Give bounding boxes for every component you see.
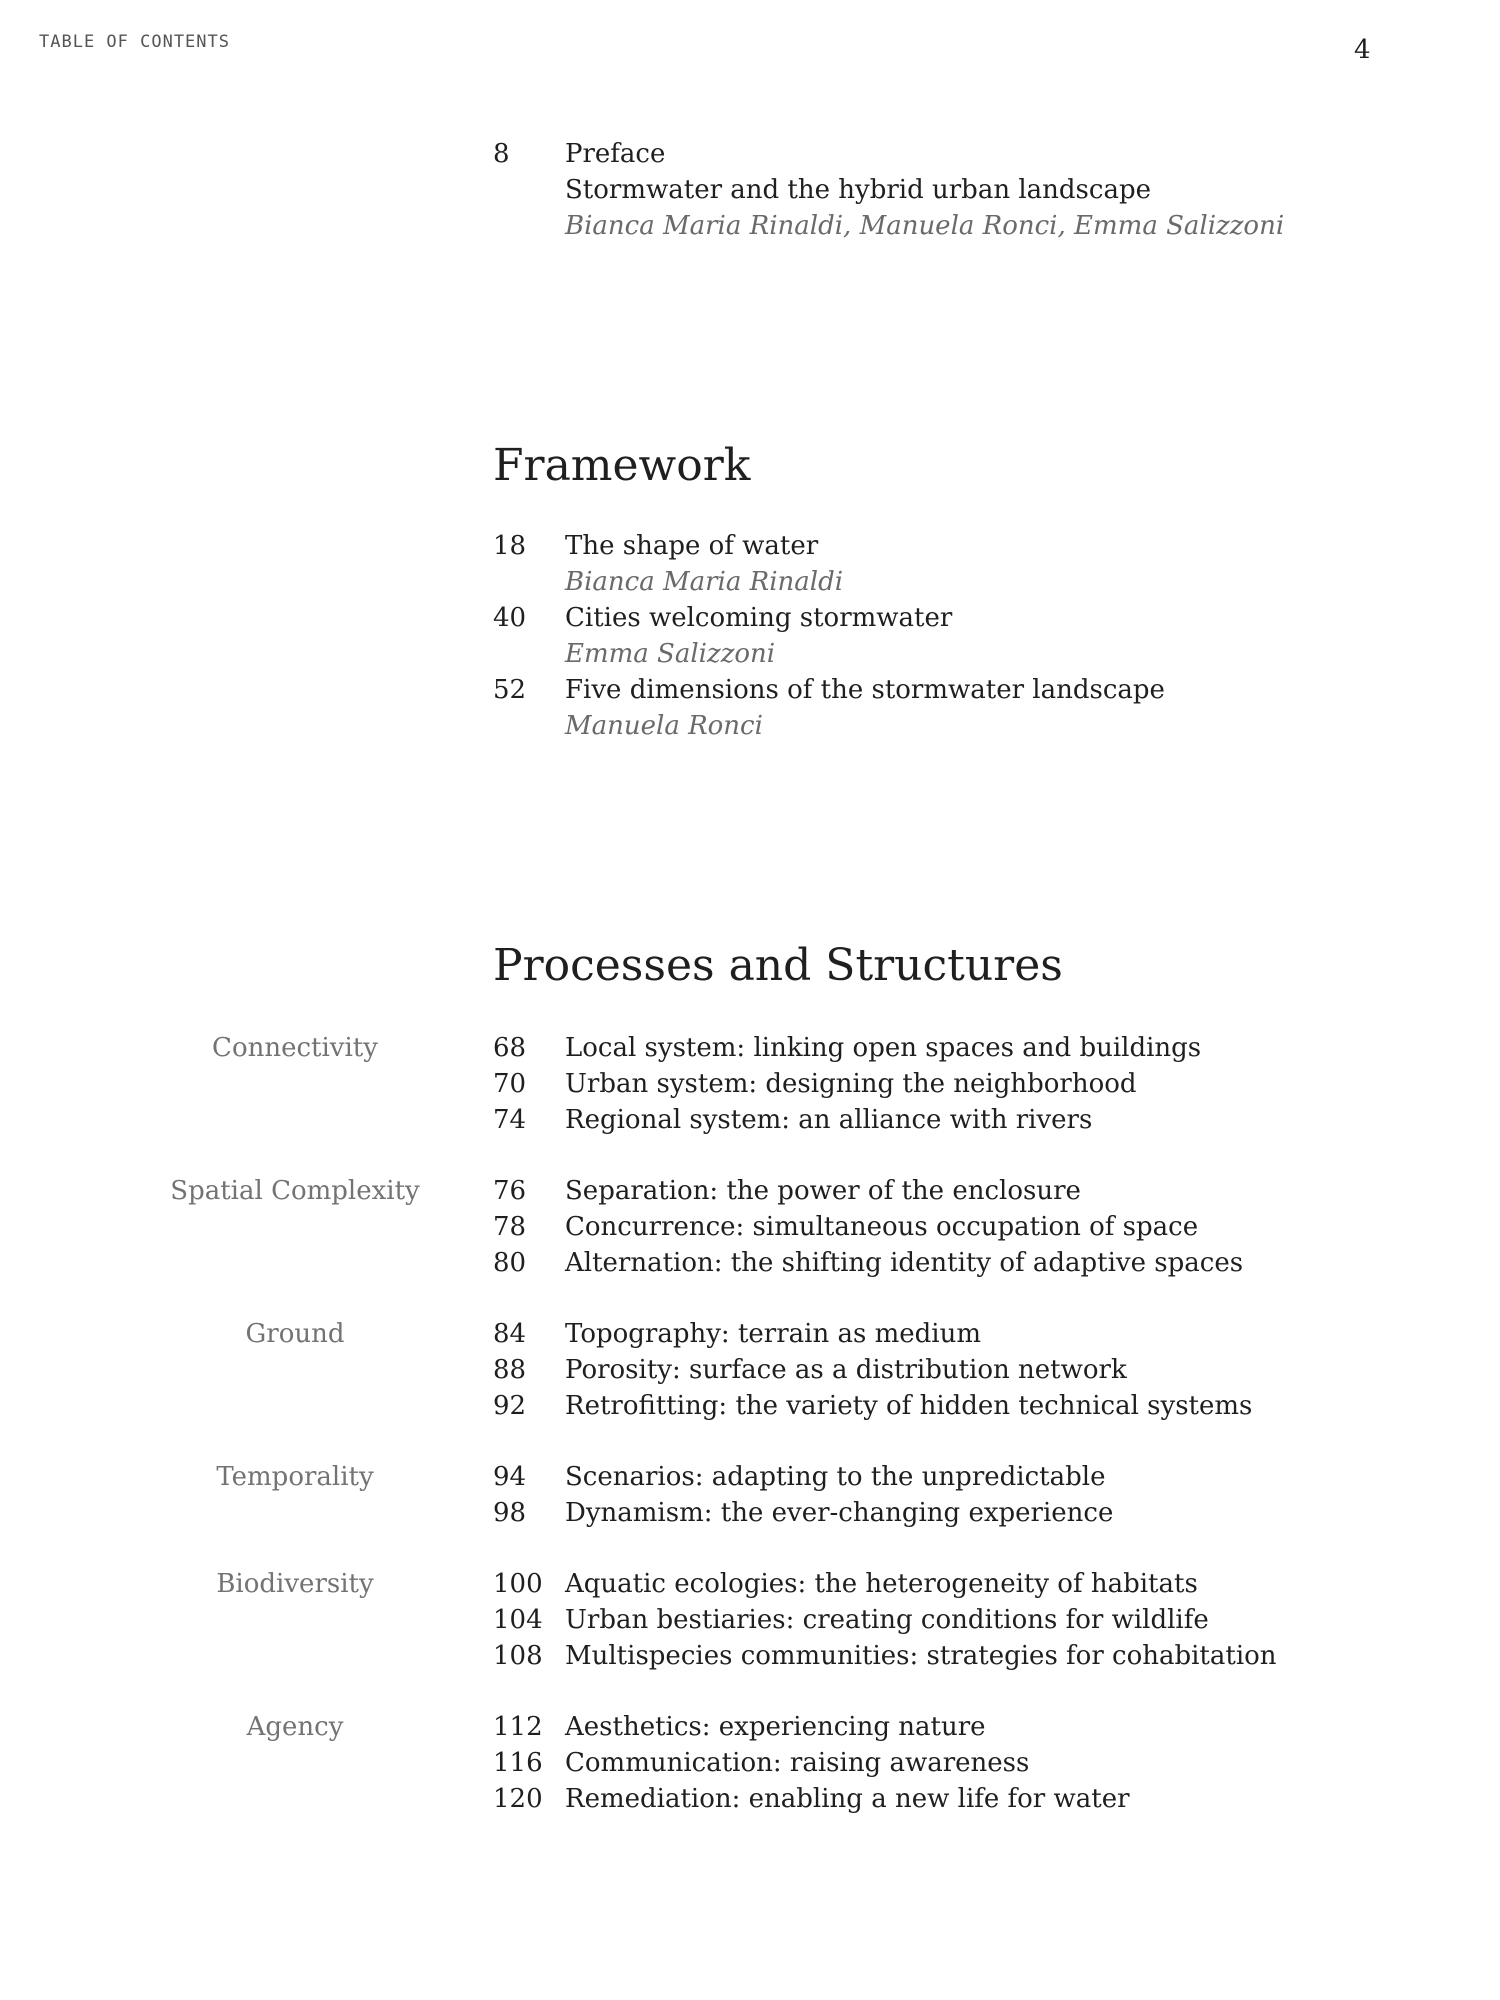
toc-entry-title: Communication: raising awareness [565,1748,1030,1778]
toc-entry-title: Scenarios: adapting to the unpredictable [565,1462,1106,1492]
toc-entry-title: Preface [565,139,666,169]
group-label: Ground [245,1319,345,1349]
toc-entry-title: Dynamism: the ever-changing experience [565,1498,1114,1528]
toc-page-number: 116 [493,1748,543,1778]
page-number: 4 [1354,35,1371,65]
group-label: Biodiversity [216,1569,374,1599]
toc-entry[interactable] [493,1173,1333,1209]
toc-entry[interactable] [493,600,1313,672]
toc-page-number: 8 [493,139,510,169]
toc-page-number: 98 [493,1498,527,1528]
toc-entry-title: Aquatic ecologies: the heterogeneity of habitats [565,1569,1198,1599]
toc-entry-preface[interactable] [493,136,1313,244]
group-label: Temporality [216,1462,374,1492]
toc-entry[interactable] [493,1495,1333,1531]
toc-page-number: 80 [493,1248,527,1278]
toc-entry[interactable] [493,1030,1333,1066]
toc-entry-title: Urban bestiaries: creating conditions for wildlife [565,1605,1209,1635]
toc-page-number: 18 [493,531,527,561]
toc-entry[interactable] [493,1459,1333,1495]
toc-entry-title: Retrofitting: the variety of hidden technical systems [565,1391,1253,1421]
toc-entry[interactable] [493,1781,1333,1817]
toc-entry[interactable] [493,672,1313,744]
toc-entry[interactable] [493,1066,1333,1102]
toc-entry-title: Local system: linking open spaces and buildings [565,1033,1202,1063]
toc-entry-author: Emma Salizzoni [565,639,776,669]
toc-page-number: 74 [493,1105,527,1135]
toc-entry[interactable] [493,1709,1333,1745]
toc-entry-title: Topography: terrain as medium [565,1319,981,1349]
toc-entry[interactable] [493,1245,1333,1281]
toc-entry[interactable] [493,1638,1333,1674]
toc-entry-title: The shape of water [565,531,819,561]
toc-page-number: 70 [493,1069,527,1099]
toc-entry-title: Aesthetics: experiencing nature [565,1712,986,1742]
toc-entry[interactable] [493,1388,1333,1424]
toc-page-number: 52 [493,675,527,705]
toc-entry-title: Cities welcoming stormwater [565,603,953,633]
toc-entry[interactable] [493,1566,1333,1602]
group-label: Connectivity [212,1033,378,1063]
toc-entry[interactable] [493,1316,1333,1352]
group-label: Spatial Complexity [170,1176,420,1206]
toc-page-number: 76 [493,1176,527,1206]
toc-page-number: 92 [493,1391,527,1421]
toc-entry[interactable] [493,528,1313,600]
toc-entry-title: Remediation: enabling a new life for water [565,1784,1130,1814]
toc-entry[interactable] [493,1209,1333,1245]
toc-entry-title: Separation: the power of the enclosure [565,1176,1081,1206]
toc-entry-title: Porosity: surface as a distribution network [565,1355,1127,1385]
framework-list [493,528,1313,744]
toc-entry-title: Five dimensions of the stormwater landscape [565,675,1165,705]
toc-entry-title: Regional system: an alliance with rivers [565,1105,1093,1135]
toc-entry-title: Urban system: designing the neighborhood [565,1069,1137,1099]
toc-page-number: 84 [493,1319,527,1349]
toc-entry[interactable] [493,1602,1333,1638]
toc-page-number: 88 [493,1355,527,1385]
section-heading-processes: Processes and Structures [493,940,1063,991]
toc-page-number: 108 [493,1641,543,1671]
toc-page-number: 94 [493,1462,527,1492]
toc-page-number: 78 [493,1212,527,1242]
toc-page-number: 68 [493,1033,527,1063]
toc-entry[interactable] [493,1102,1333,1138]
toc-entry[interactable] [493,1745,1333,1781]
toc-entry[interactable] [493,1352,1333,1388]
toc-entry-title: Multispecies communities: strategies for cohabitation [565,1641,1277,1671]
toc-page-number: 120 [493,1784,543,1814]
toc-entry-author: Bianca Maria Rinaldi [565,567,844,597]
toc-entry-author: Manuela Ronci [565,711,763,741]
toc-page-number: 40 [493,603,527,633]
toc-page-number: 100 [493,1569,543,1599]
section-heading-framework: Framework [493,440,751,491]
toc-page-number: 112 [493,1712,543,1742]
running-head: TABLE OF CONTENTS [39,32,230,52]
toc-entry-title: Concurrence: simultaneous occupation of space [565,1212,1199,1242]
toc-entry-subtitle: Stormwater and the hybrid urban landscape [565,175,1151,205]
toc-entry-authors: Bianca Maria Rinaldi, Manuela Ronci, Emma Salizzoni [565,211,1285,241]
group-label: Agency [246,1712,344,1742]
toc-entry-title: Alternation: the shifting identity of adaptive spaces [565,1248,1244,1278]
toc-page-number: 104 [493,1605,543,1635]
